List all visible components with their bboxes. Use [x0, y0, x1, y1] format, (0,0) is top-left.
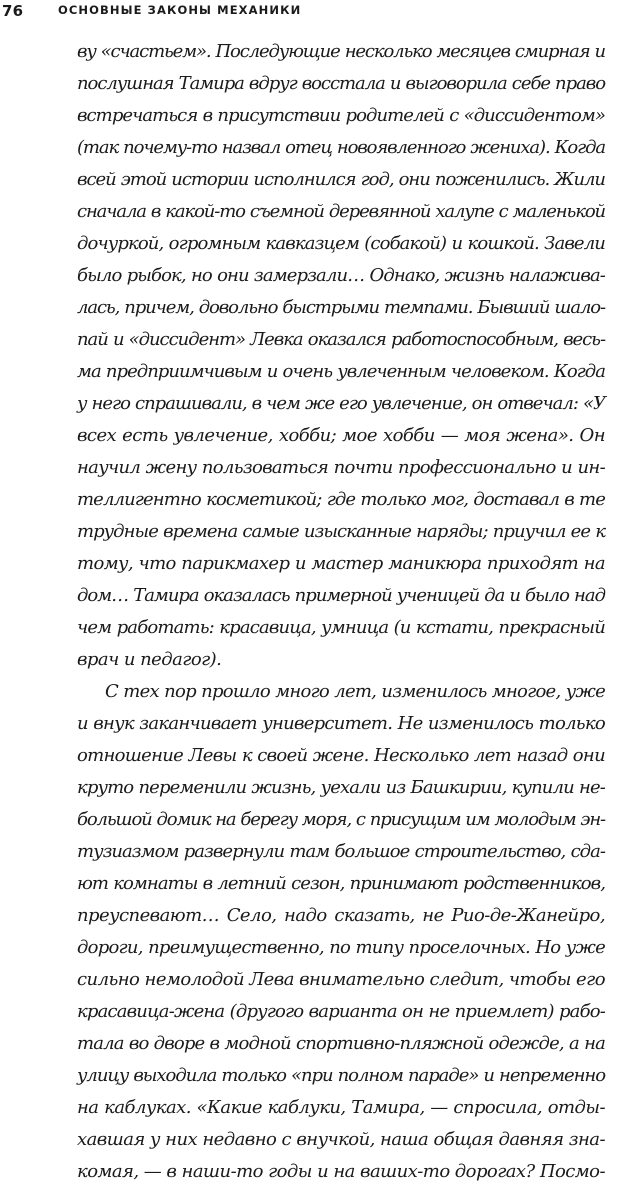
- text-line: большой домик на берегу моря, с присущим им молодым эн-: [77, 809, 605, 830]
- text-line: (так почему-то назвал отец новоявленного жениха). Когда: [77, 137, 605, 158]
- text-line: ма предприимчивым и очень увлеченным человеком. Когда: [77, 361, 605, 382]
- text-line: всех есть увлечение, хобби; мое хобби — моя жена». Он: [77, 425, 605, 446]
- text-line: сильно немолодой Лева внимательно следит, чтобы его: [77, 969, 605, 990]
- text-line: пай и «диссидент» Левка оказался работоспособным, весь-: [77, 329, 605, 350]
- text-line: встречаться в присутствии родителей с «диссидентом»: [77, 105, 605, 126]
- text-line: лась, причем, довольно быстрыми темпами. Бывший шало-: [77, 297, 605, 318]
- paragraph-first-line: С тех пор прошло много лет, изменилось многое, уже: [105, 681, 605, 702]
- text-line: круто переменили жизнь, уехали из Башкирии, купили не-: [77, 777, 605, 798]
- text-line: тузиазмом развернули там большое строительство, сда-: [77, 841, 605, 862]
- text-line: всей этой истории исполнился год, они поженились. Жили: [77, 169, 605, 190]
- text-line: комая, — в наши-то годы и на ваших-то дорогах? Посмо-: [77, 1161, 605, 1182]
- paragraph-last-line: врач и педагог).: [77, 649, 222, 670]
- text-line: тала во дворе в модной спортивно-пляжной одежде, а на: [77, 1033, 605, 1054]
- text-line: трудные времена самые изысканные наряды; приучил ее к: [77, 521, 605, 542]
- page-number: 76: [2, 2, 24, 20]
- body-text: [77, 36, 605, 1188]
- text-line: и внук заканчивает университет. Не изменилось только: [77, 713, 605, 734]
- text-line: хавшая у них недавно с внучкой, наша общая давняя зна-: [77, 1129, 605, 1150]
- text-line: преуспевают… Село, надо сказать, не Рио-де-Жанейро,: [77, 905, 605, 926]
- running-title: ОСНОВНЫЕ ЗАКОНЫ МЕХАНИКИ: [58, 3, 302, 17]
- text-line: на каблуках. «Какие каблуки, Тамира, — спросила, отды-: [77, 1097, 605, 1118]
- text-line: дочуркой, огромным кавказцем (собакой) и кошкой. Завели: [77, 233, 605, 254]
- text-line: было рыбок, но они замерзали… Однако, жизнь налаживa-: [77, 265, 605, 286]
- text-line: теллигентно косметикой; где только мог, доставал в те: [77, 489, 605, 510]
- text-line: дом… Тамира оказалась примерной ученицей да и было над: [77, 585, 605, 606]
- text-line: у него спрашивали, в чем же его увлечение, он отвечал: «У: [77, 393, 605, 414]
- text-line: научил жену пользоваться почти профессионально и ин-: [77, 457, 605, 478]
- text-line: послушная Тамира вдруг восстала и выговорила себе право: [77, 73, 605, 94]
- text-line: дороги, преимущественно, по типу проселочных. Но уже: [77, 937, 605, 958]
- text-line: тому, что парикмахер и мастер маникюра приходят на: [77, 553, 605, 574]
- text-line: отношение Левы к своей жене. Несколько лет назад они: [77, 745, 605, 766]
- text-line: ву «счастьем». Последующие несколько месяцев смирная и: [77, 41, 605, 62]
- text-line: ют комнаты в летний сезон, принимают родственников,: [77, 873, 605, 894]
- page-header: [0, 0, 620, 30]
- text-line: чем работать: красавица, умница (и кстати, прекрасный: [77, 617, 605, 638]
- text-line: красавица-жена (другого варианта он не приемлет) рабо-: [77, 1001, 605, 1022]
- text-line: сначала в какой-то съемной деревянной халупе с маленькой: [77, 201, 605, 222]
- text-line: улицу выходила только «при полном параде» и непременно: [77, 1065, 605, 1086]
